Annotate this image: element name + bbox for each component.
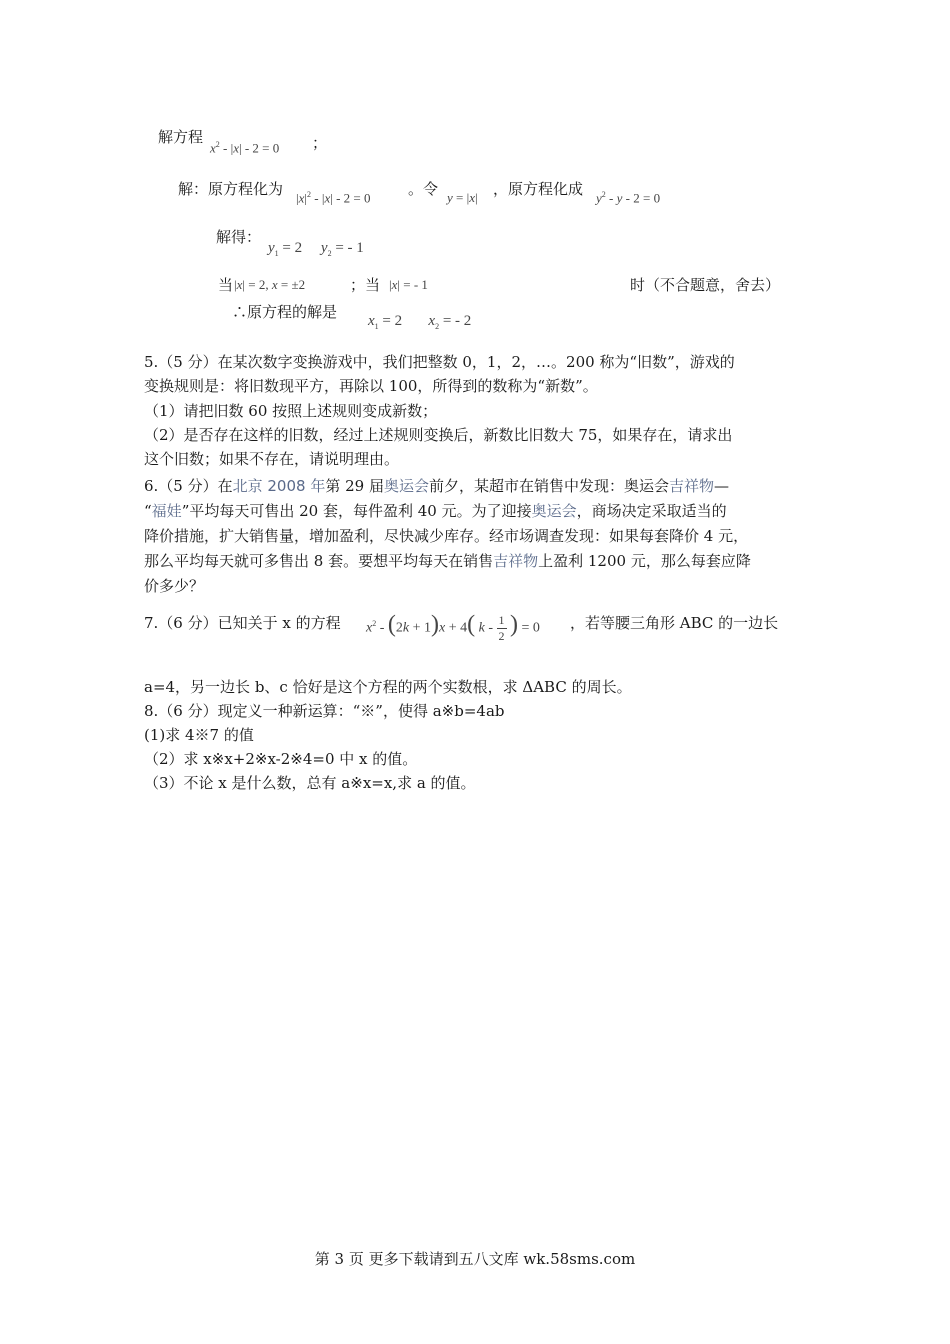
q8-line-3: （2）求 x※x+2※x-2※4=0 中 x 的值。 xyxy=(144,750,418,768)
q6-line-2: “福娃”平均每天可售出 20 套，每件盈利 40 元。为了迎接奥运会，商场决定采取适当的 xyxy=(144,502,727,520)
case-positive: |x| = 2, x = ±2 xyxy=(234,277,306,292)
case-negative: |x| = - 1 xyxy=(389,277,428,292)
q8-line-1: 8.（6 分）现定义一种新运算：“※”，使得 a※b=4ab xyxy=(144,702,505,720)
q7-line-2: a=4，另一边长 b、c 恰好是这个方程的两个实数根，求 ΔABC 的周长。 xyxy=(144,678,632,696)
q5-line-4: （2）是否存在这样的旧数，经过上述规则变换后，新数比旧数大 75，如果存在，请求出 xyxy=(144,426,733,444)
q7-line-1-suffix: ，若等腰三角形 ABC 的一边长 xyxy=(570,614,779,632)
q5-line-1: 5.（5 分）在某次数字变换游戏中，我们把整数 0，1，2，…。200 称为“旧数”，游戏的 xyxy=(144,353,735,371)
q6-line-4: 那么平均每天就可多售出 8 套。要想平均每天在销售吉祥物上盈利 1200 元，那么每套应降 xyxy=(144,552,751,570)
x-roots: $x_1 = 2$ $x_2$ = - 2 xyxy=(368,313,472,331)
solved-label: 解得： xyxy=(216,228,262,246)
q8-line-2: (1)求 4※7 的值 xyxy=(144,726,254,744)
q6-line-5: 价多少？ xyxy=(144,577,205,595)
equation-rewritten: $|x|^2 - |x| - 2 = 0$ xyxy=(296,190,371,206)
case-semicolon: ；当 xyxy=(350,276,381,294)
q8-line-4: （3）不论 x 是什么数，总有 a※x=x,求 a 的值。 xyxy=(144,774,476,792)
case-when: 当 xyxy=(218,276,234,294)
example-title: 解方程 xyxy=(158,128,204,146)
q5-line-3: （1）请把旧数 60 按照上述规则变成新数； xyxy=(144,402,438,420)
page-footer: 第 3 页 更多下载请到五八文库 wk.58sms.com xyxy=(314,1250,636,1268)
substitution: y = |x| xyxy=(447,190,478,205)
q7-line-1-prefix: 7.（6 分）已知关于 x 的方程 xyxy=(144,614,341,632)
equation-original: $x^2 - |x| - 2 = 0$ xyxy=(210,140,280,156)
q5-line-5: 这个旧数；如果不存在，请说明理由。 xyxy=(144,450,400,468)
therefore-label: ∴原方程的解是 xyxy=(232,303,338,321)
q5-line-2: 变换规则是：将旧数现平方，再除以 100，所得到的数称为“新数”。 xyxy=(144,377,598,395)
q6-line-1: 6.（5 分）在北京 2008 年第 29 届奥运会前夕，某超市在销售中发现：奥运会吉祥物— xyxy=(144,477,730,495)
y-roots: $y_1 = 2$ $y_2$ = - 1 xyxy=(268,240,364,258)
q6-line-3: 降价措施，扩大销售量，增加盈利，尽快减少库存。经市场调查发现：如果每套降价 4 元， xyxy=(144,527,749,545)
q7-equation: $x^2 - (2k + 1)x + 4$( k - $\frac{1}{2}$ ) = 0 xyxy=(366,611,540,643)
case-discard: 时（不合题意，舍去） xyxy=(630,276,781,294)
solution-intro: 解：原方程化为 xyxy=(178,180,284,198)
solution-becomes: ，原方程化成 xyxy=(493,180,584,198)
solution-let: 。令 xyxy=(408,180,439,198)
example-semicolon: ； xyxy=(312,134,328,152)
equation-in-y: $y^2 - y - 2 = 0$ xyxy=(596,190,661,206)
